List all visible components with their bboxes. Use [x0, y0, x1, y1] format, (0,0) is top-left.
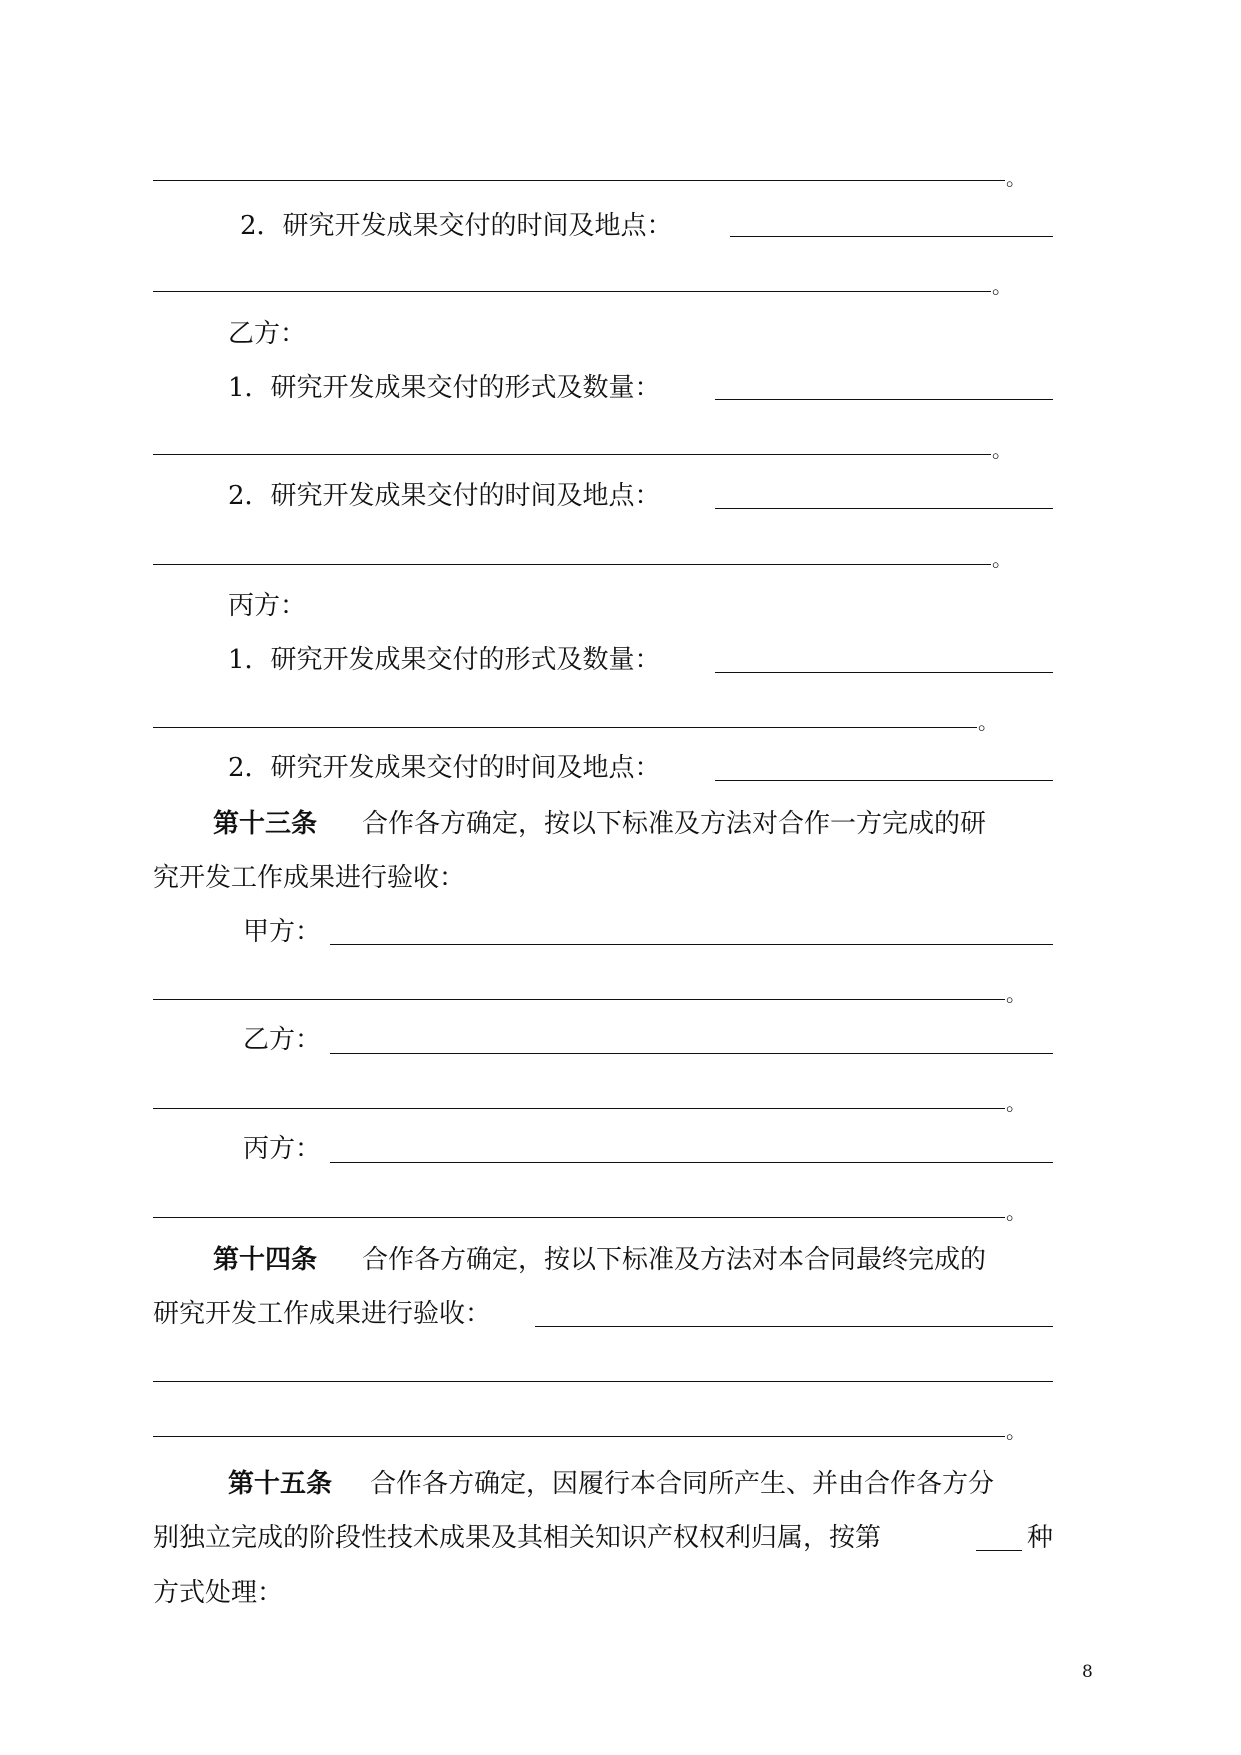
party-c-label: 丙方： [243, 1134, 322, 1164]
article-15-heading: 第十五条 [228, 1469, 333, 1499]
blank-line[interactable] [153, 1108, 1005, 1109]
blank-line[interactable] [153, 1381, 1053, 1382]
article-14-text-line1: 合作各方确定，按以下标准及方法对本合同最终完成的 [362, 1245, 987, 1275]
period: 。 [1006, 1091, 1026, 1115]
delivery-form-quantity-label: 1．研究开发成果交付的形式及数量： [228, 373, 661, 403]
delivery-form-quantity-label: 1．研究开发成果交付的形式及数量： [228, 645, 661, 675]
delivery-time-place-label: 2．研究开发成果交付的时间及地点： [228, 753, 661, 783]
article-13-text-line2: 究开发工作成果进行验收： [153, 863, 466, 893]
period: 。 [992, 438, 1012, 462]
article-14-text-line2: 研究开发工作成果进行验收： [153, 1299, 492, 1329]
blank-line[interactable] [715, 780, 1053, 781]
blank-line[interactable] [153, 727, 977, 728]
period: 。 [1006, 1419, 1026, 1443]
delivery-time-place-label: 2．研究开发成果交付的时间及地点： [240, 211, 673, 241]
period: 。 [1006, 166, 1026, 190]
blank-line[interactable] [715, 399, 1053, 400]
blank-line[interactable] [153, 180, 1005, 181]
party-b-title: 乙方： [228, 319, 307, 349]
blank-line[interactable] [330, 944, 1053, 945]
blank-line[interactable] [535, 1326, 1053, 1327]
blank-line[interactable] [330, 1053, 1053, 1054]
blank-line[interactable] [730, 236, 1053, 237]
party-b-label: 乙方： [243, 1025, 322, 1055]
period: 。 [1006, 1200, 1026, 1224]
article-15-text-line2-end: 种 [1027, 1523, 1054, 1553]
blank-line[interactable] [153, 564, 991, 565]
article-14-heading: 第十四条 [213, 1245, 318, 1275]
page-number: 8 [1082, 1662, 1093, 1682]
blank-line[interactable] [330, 1162, 1053, 1163]
delivery-time-place-label: 2．研究开发成果交付的时间及地点： [228, 481, 661, 511]
party-a-label: 甲方： [243, 917, 322, 947]
period: 。 [992, 274, 1012, 298]
option-number-blank[interactable] [976, 1550, 1022, 1551]
blank-line[interactable] [153, 1217, 1005, 1218]
blank-line[interactable] [153, 1436, 1005, 1437]
article-13-text-line1: 合作各方确定，按以下标准及方法对合作一方完成的研 [362, 809, 987, 839]
article-15-text-line3: 方式处理： [153, 1578, 284, 1608]
blank-line[interactable] [715, 672, 1053, 673]
article-15-text-line2: 别独立完成的阶段性技术成果及其相关知识产权权利归属，按第 [153, 1523, 882, 1553]
blank-line[interactable] [153, 999, 1005, 1000]
period: 。 [1006, 982, 1026, 1006]
party-c-title: 丙方： [228, 591, 307, 621]
period: 。 [978, 710, 998, 734]
blank-line[interactable] [153, 291, 991, 292]
period: 。 [992, 547, 1012, 571]
blank-line[interactable] [153, 454, 991, 455]
blank-line[interactable] [715, 508, 1053, 509]
article-13-heading: 第十三条 [213, 809, 318, 839]
article-15-text-line1: 合作各方确定，因履行本合同所产生、并由合作各方分 [370, 1469, 995, 1499]
